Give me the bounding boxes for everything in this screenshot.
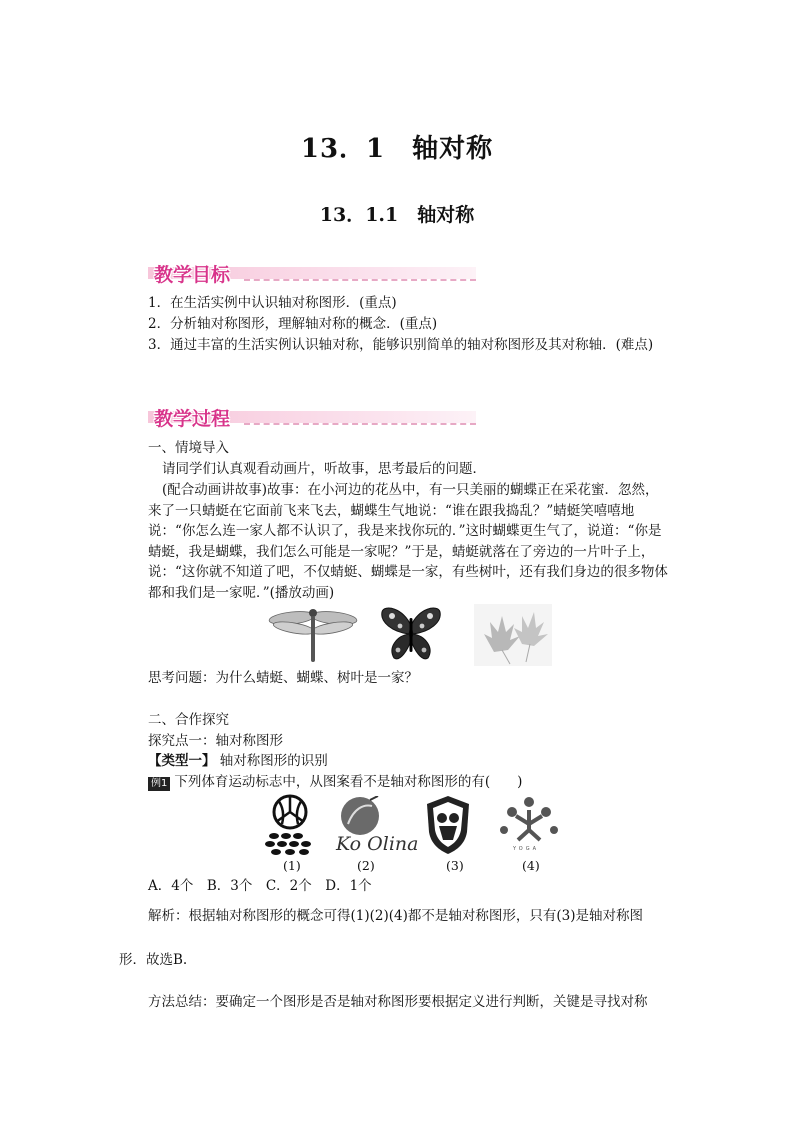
objective-item: 2．分析轴对称图形，理解轴对称的概念．(重点) bbox=[148, 316, 438, 332]
explore-point: 探究点一：轴对称图形 bbox=[148, 733, 283, 749]
shield-owl-logo bbox=[423, 794, 473, 856]
objectives-heading: 教学目标 bbox=[154, 264, 231, 286]
butterfly-image bbox=[378, 604, 444, 664]
think-question: 思考问题：为什么蜻蜓、蝴蝶、树叶是一家？ bbox=[148, 670, 418, 686]
type-heading bbox=[148, 751, 328, 771]
logo-label: (2) bbox=[357, 858, 375, 873]
yoga-text: YOGA bbox=[513, 846, 540, 852]
ko-olina-text: Ko Olina bbox=[336, 833, 419, 855]
story-paragraph: (配合动画讲故事)故事：在小河边的花丛中，有一只美丽的蝴蝶正在采花蜜．忽然，来了一只蜻蜓在它面前飞来飞去，蝴蝶生气地说：“谁在跟我捣乱？”蜻蜓笑嘻嘻地说：“你怎么连一家人都不认识了，我是来找你玩的．”这时蝴蝶更生气了，说道：“你是蜻蜓，我是蝴蝶，我们怎么可能是一家呢？”于是，蜻蜓就落在了旁边的一片叶子上，说：“这你就不知道了吧，不仅蜻蜓、蝴蝶是一家，有些树叶，还有我们身边的很多物体都和我们是一家呢．”(播放动画) bbox=[148, 482, 668, 601]
type-bracket: 【类型一】 bbox=[148, 753, 216, 769]
example-text: 下列体育运动标志中，从图案看不是轴对称图形的有( ) bbox=[174, 774, 523, 790]
analysis-line: 形．故选B. bbox=[119, 952, 188, 968]
yoga-logo bbox=[498, 796, 560, 848]
answer-options: A．4个 B．3个 C．2个 D．1个 bbox=[148, 878, 372, 894]
intro-text: 请同学们认真观看动画片，听故事，思考最后的问题． bbox=[162, 461, 486, 477]
section1-title: 一、情境导入 bbox=[148, 440, 229, 456]
leaf-image bbox=[474, 604, 552, 666]
dragonfly-image bbox=[268, 604, 358, 664]
section2-title: 二、合作探究 bbox=[148, 712, 229, 728]
logo-label: (1) bbox=[283, 858, 301, 873]
type-title: 轴对称图形的识别 bbox=[219, 753, 328, 769]
volleyball-logo bbox=[262, 794, 318, 858]
objective-item: 3．通过丰富的生活实例认识轴对称，能够识别简单的轴对称图形及其对称轴．(难点) bbox=[148, 337, 654, 353]
page-title: 13．1 轴对称 bbox=[300, 134, 494, 164]
analysis-line: 解析：根据轴对称图形的概念可得(1)(2)(4)都不是轴对称图形，只有(3)是轴对称图 bbox=[148, 908, 643, 924]
example-line bbox=[148, 772, 522, 792]
process-banner bbox=[148, 404, 476, 430]
section-subtitle: 13．1.1 轴对称 bbox=[319, 204, 475, 226]
objective-item: 1．在生活实例中认识轴对称图形．(重点) bbox=[148, 295, 397, 311]
objectives-banner bbox=[148, 260, 476, 286]
example-tag: 例1 bbox=[148, 777, 170, 791]
logo-label: (4) bbox=[522, 858, 540, 873]
process-heading: 教学过程 bbox=[154, 408, 231, 430]
method-summary: 方法总结：要确定一个图形是否是轴对称图形要根据定义进行判断，关键是寻找对称 bbox=[148, 994, 648, 1010]
logo-label: (3) bbox=[446, 858, 464, 873]
